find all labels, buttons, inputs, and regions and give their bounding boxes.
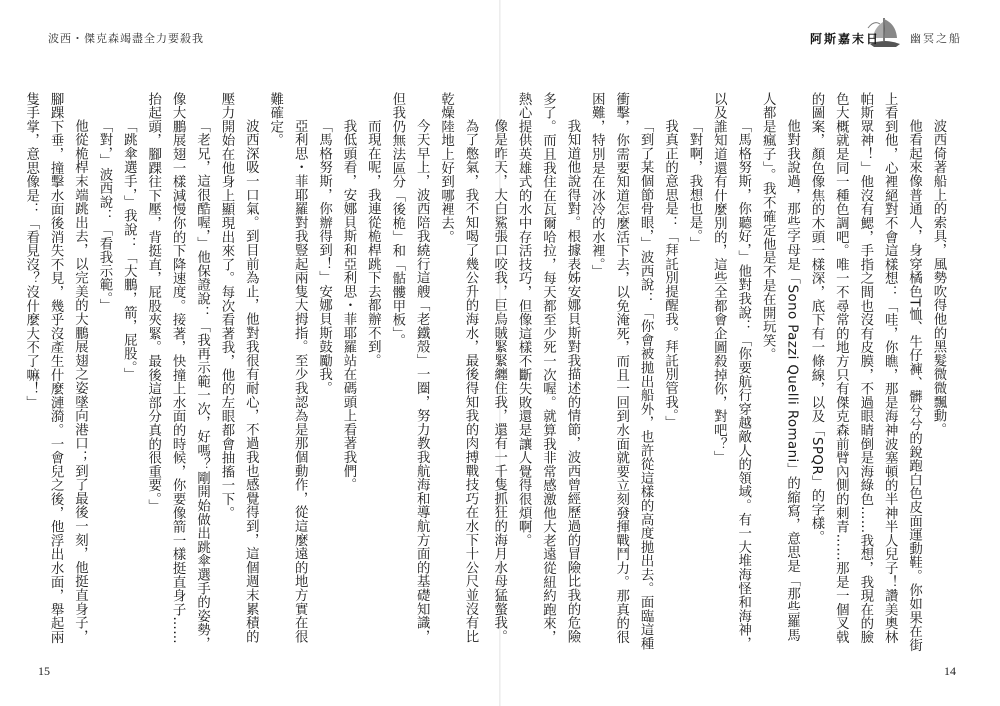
paragraph: 「對，」波西說：「看我示範。」 bbox=[96, 118, 112, 313]
paragraph: 「對啊，我想也是。」 bbox=[686, 118, 702, 251]
paragraph: 他看起來像普通人，身穿橘色T恤、牛仔褲、髒兮兮的銳跑白色皮面運動鞋。你如果在街上看到他，心裡絕對不會這樣想：「哇，你瞧，那是海神波塞頓的半神半人兒子！讚美奧林帕斯眾神！」他沒有鰓，手指之間也沒有皮膜，不過眼睛倒是海綠色……我想，我現在的臉色大概就是同一種色調吧。唯一不尋常的地方只有傑克森前臂內側的刺青……那是一個叉戟的圖案，顏色像焦的木頭一樣深，底下有一條線，以及「SPQR」的字樣。 bbox=[808, 92, 922, 652]
paragraph: 「老兄，這很酷喔，」他保證說：「我再示範一次，好嗎？剛開始做出跳傘選手的姿勢，像大鵬展翅一樣減慢你的下降速度。接著，快撞上水面的時候，你要像箭一樣挺直身子……抬起頭，腳踝往下壓，背挺直，屁股夾緊。最後這部分真的很重要。」 bbox=[145, 92, 210, 651]
paragraph: 「馬格努斯，你辦得到！」安娜貝斯鼓勵我。 bbox=[316, 118, 332, 395]
left-page-body bbox=[23, 92, 482, 652]
paragraph: 我真正的意思是：「拜託別提醒我。拜託別管我。」 bbox=[662, 118, 678, 430]
paragraph: 他從桅桿末端跳出去，以完美的大鵬展翅之姿墜向港口；到了最後一刻，他挺直身子，腳踝下垂，撞擊水面後消失不見，幾乎沒產生什麼漣漪。一會兒之後，他浮出水面，舉起兩隻手掌，意思像是：「看見沒？沒什麼大不了嘛！」 bbox=[23, 92, 88, 644]
paragraph: 我知道他說得對。根據表姊安娜貝斯對我描述的情節，波西曾經歷過的冒險比我的危險多了。而且我住在瓦爾哈拉，每天都至少死一次喔。就算我非常感激他大老遠從紐約跑來，熱心提供英雄式的水中存活技巧，但像這樣不斷失敗還是讓人覺得很煩啊。 bbox=[516, 92, 580, 644]
running-title-left: 波西・傑克森竭盡全力要殺我 bbox=[48, 32, 204, 45]
paragraph: 像是昨天，大白鯊張口咬我，巨烏賊緊緊纏住我，還有一千隻抓狂的海月水母猛螫我。 bbox=[491, 118, 507, 644]
paragraph: 為了憋氣，我不知喝了幾公升的海水，最後得知我的肉搏戰技巧在水下十公尺並沒有比乾燥陸地上好到哪裡去。 bbox=[438, 92, 478, 644]
paragraph: 亞利思・菲耶羅對我豎起兩隻大拇指。至少我認為是那個動作，從這麼遠的地方實在很難確定。 bbox=[267, 92, 308, 644]
paragraph: 而現在呢，我連從桅桿跳下去都辦不到。 bbox=[365, 118, 381, 368]
right-page-body bbox=[491, 92, 950, 652]
paragraph: 「馬格努斯，你聽好，」他對我說：「你要航行穿越敵人的領域。有一大堆海怪和海神，以及誰知道還有什麼別的，這些全都會企圖殺掉你，對吧？」 bbox=[711, 92, 751, 651]
paragraph: 「跳傘選手，」我說：「大鵬，箭，屁股。」 bbox=[121, 118, 137, 382]
paragraph: 今天早上，波西陪我繞行這艘「老鐵殼」一圈，努力教我航海和導航方面的基礎知識，但我仍無法區分「後桅」和「骷髏甲板」。 bbox=[389, 92, 430, 644]
book-title: 阿斯嘉末日 bbox=[810, 32, 881, 46]
paragraph: 波西倚著船上的索具，風勢吹得他的黑髮微微飄動。 bbox=[931, 118, 946, 437]
page-number-left: 15 bbox=[38, 664, 50, 678]
paragraph: 波西深吸一口氣。到目前為止，他對我很有耐心，不過我也感覺得到，這個週末累積的壓力開始在他身上顯現出來了。每次看著我，他的左眼都會抽搐一下。 bbox=[218, 92, 259, 644]
chapter-title: 幽冥之船 bbox=[910, 32, 962, 45]
paragraph: 他對我說過，那些字母是「Sono Pazzi Quelli Romani」的縮寫，意思是「那些羅馬人都是瘋子」。我不確定他是不是在開玩笑。 bbox=[760, 92, 800, 642]
page-number-right: 14 bbox=[944, 664, 956, 678]
paragraph: 我低頭看，安娜貝斯和亞利思・菲耶羅站在碼頭上看著我們。 bbox=[340, 118, 356, 492]
paragraph: 「到了某個節骨眼，」波西說：「你會被拋出船外，也許從這樣的高度拋出去。面臨這種衝擊，你需要知道怎麼活下去，以免淹死，而且一回到水面就要立刻發揮戰鬥力。那真的很困難，特別是在冰冷的水裡。」 bbox=[589, 92, 654, 651]
